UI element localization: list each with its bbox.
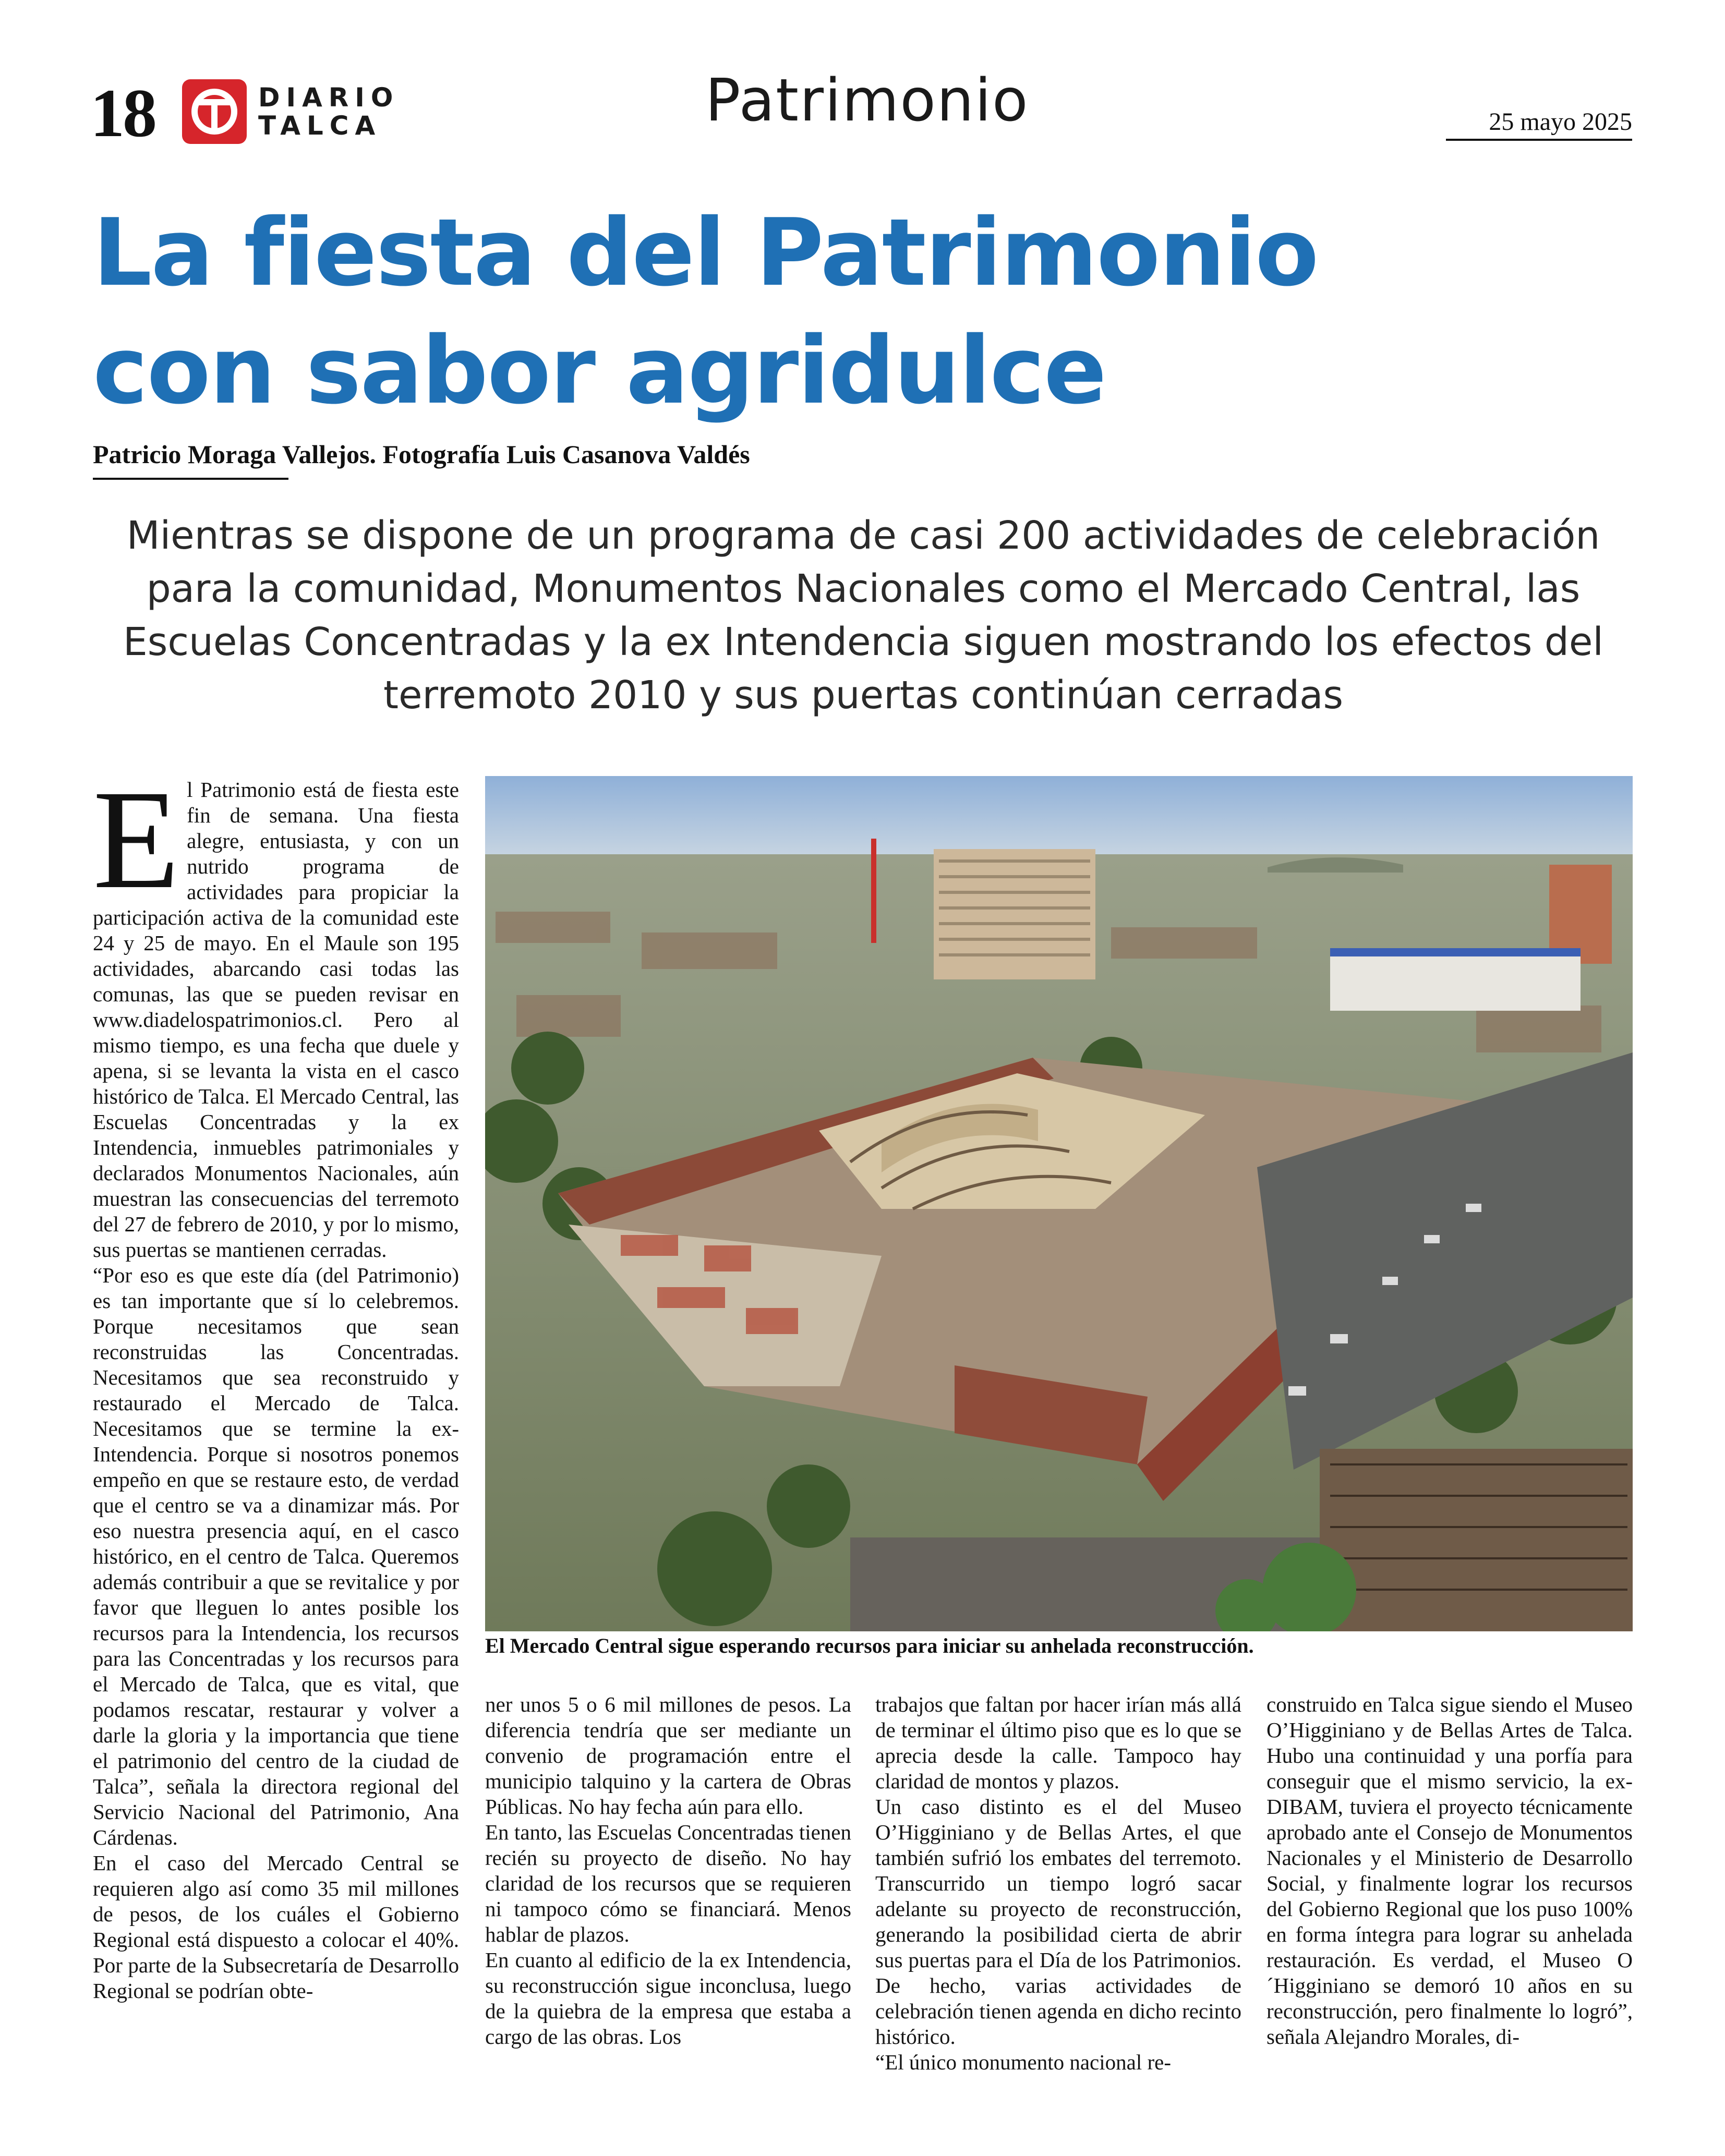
paragraph-concentradas: En tanto, las Escuelas Concentradas tienen recién su proyecto de diseño. No hay claridad de los recursos que se requieren ni tampoco cómo se financiará. Menos hablar de plazos. [485,1820,851,1946]
paragraph-mercado-part-1: En el caso del Mercado Central se requieren algo así como 35 mil millones de pesos, de los cuáles el Gobierno Regional está dispuesto a colocar el 40%. Por parte de la Subsecretaría de Desarrollo Regional se podrían obte- [93,1851,459,2003]
page-number: 18 [90,75,155,151]
issue-date: 25 mayo 2025 [1489,108,1632,136]
lead-paragraph: Mientras se dispone de un programa de casi 200 actividades de celebración para la comunidad, Monumentos Nacionales como el Mercado Central, las Escuelas Concentradas y la ex Intendencia siguen mostrando los efectos del terremoto 2010 y sus puertas continúan cerradas [123,513,1603,718]
date-underline [1446,139,1632,141]
byline: Patricio Moraga Vallejos. Fotografía Luis Casanova Valdés [93,440,750,469]
paragraph-museo: Un caso distinto es el del Museo O’Higginiano y de Bellas Artes, el que también sufrió los embates del terremoto. Transcurrido un tiempo logró sacar adelante su proyecto de reconstrucción, generando la posibilidad cierta de abrir sus puertas para el Día de los Patrimonios. De hecho, varias actividades de celebración tienen agenda en dicho recinto histórico. [875,1795,1241,2049]
logo-line-2: TALCA [258,111,382,141]
paragraph-monumento-part-2: construido en Talca sigue siendo el Museo O’Higginiano y de Bellas Artes de Talca. Hubo una continuidad y una porfía para conseguir que el mismo servicio, la ex-DIBAM, tuviera el proyecto técnicamente aprobado ante el Consejo de Monumentos Nacionales y el Ministerio de Desarrollo Social, y finalmente lograr los recursos del Gobierno Regional que los puso 100% en forma íntegra para lograr su anhelada restauración. Es verdad, el Museo O´Higginiano se demoró 10 años en su reconstrucción, pero finalmente lo logró”, señala Alejandro Morales, di- [1266,1692,1633,2049]
paragraph-mercado-part-2: ner unos 5 o 6 mil millones de pesos. La diferencia tendría que ser mediante un convenio de programación entre el municipio talquino y la cartera de Obras Públicas. No hay fecha aún para ello. [485,1692,851,1819]
aerial-photo-mercado-central [485,776,1633,1631]
article-column-3 [875,1692,1241,2075]
headline [93,194,1606,430]
paragraph-intendencia-part-1: En cuanto al edificio de la ex Intendencia, su reconstrucción sigue inconclusa, luego de la quiebra de la empresa que estaba a cargo de las obras. Los [485,1948,851,2049]
paragraph-1-text: l Patrimonio está de fiesta este fin de semana. Una fiesta alegre, entusiasta, y con un nutrido programa de actividades para propiciar la participación activa de la comunidad este 24 y 25 de mayo. En el Maule son 195 actividades, abarcando casi todas las comunas, las que se pueden revisar en www.diadelospatrimonios.cl. Pero al mismo tiempo, es una fecha que duele y apena, si se levanta la vista en el casco histórico de Talca. El Mercado Central, las Escuelas Concentradas y la ex Intendencia, inmuebles patrimoniales y declarados Monumentos Nacionales, aún muestran las consecuencias del terremoto del 27 de febrero de 2010, y por lo mismo, sus puertas se mantienen cerradas. [93,778,459,1262]
paragraph-intro [93,761,459,1263]
logo-mark-icon [182,79,247,144]
diario-talca-logo [182,79,399,144]
photo-caption: El Mercado Central sigue esperando recursos para iniciar su anhelada reconstrucción. [485,1634,1254,1657]
logo-line-1: DIARIO [258,82,400,113]
drop-cap: E [93,761,180,918]
article-column-2 [485,1692,851,2050]
headline-line-2: con sabor agridulce [93,317,1106,425]
paragraph-monumento-part-1: “El único monumento nacional re- [875,2050,1171,2074]
byline-underline [93,478,288,480]
article-column-1 [93,761,459,2133]
logo-wordmark [258,83,399,140]
paragraph-intendencia-part-2: trabajos que faltan por hacer irían más allá de terminar el último piso que es lo que se aprecia desde la calle. Tampoco hay claridad de montos y plazos. [875,1692,1241,1793]
article-column-4 [1266,1692,1633,2050]
section-title: Patrimonio [705,67,1029,135]
paragraph-quote: “Por eso es que este día (del Patrimonio) es tan importante que sí lo celebremos. Porque necesitamos que sean reconstruidas las Concentradas. Necesitamos que sea reconstruido y restaurado el Mercado de Talca. Necesitamos que se termine la ex-Intendencia. Porque si nosotros ponemos empeño en que se restaure esto, de verdad que el centro se va a dinamizar más. Por eso nuestra presencia aquí, en el casco histórico, en el centro de Talca. Queremos además contribuir a que se revitalice y por favor que lleguen lo antes posible los recursos para la Intendencia, los recursos para las Concentradas y los recursos para el Mercado de Talca, que es vital, que podamos rescatar, restaurar y volver a darle la gloria y la importancia que tiene el patrimonio del centro de la ciudad de Talca”, señala la directora regional del Servicio Nacional del Patrimonio, Ana Cárdenas. [93,1263,459,1849]
headline-line-1: La fiesta del Patrimonio [93,199,1318,307]
